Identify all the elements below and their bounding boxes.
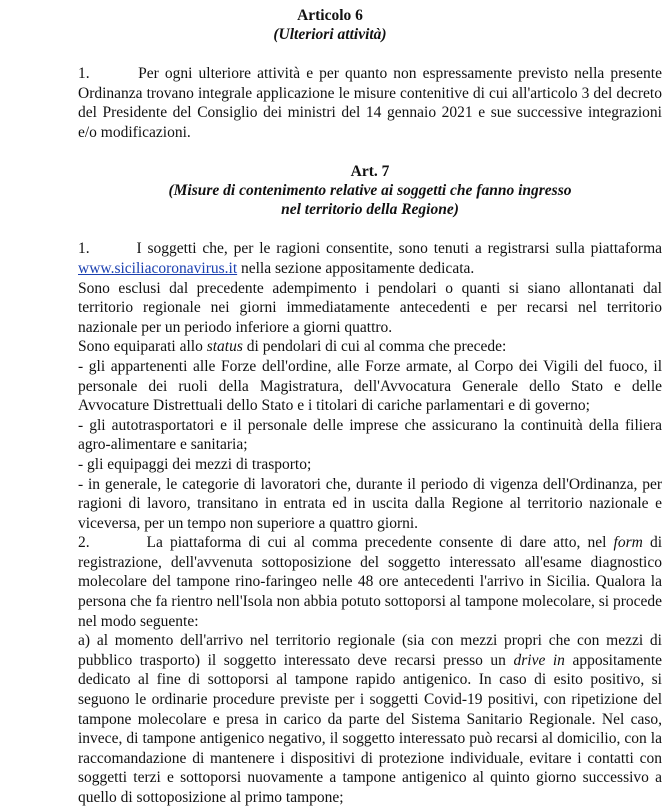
paragraph-text: a) al momento dell'arrivo nel territorio regionale (sia con mezzi propri che con mezzi di pubblico trasporto) il soggetto interessato deve recarsi presso un [78, 632, 662, 669]
article-7-heading [78, 162, 662, 219]
article-6-subtitle: (Ulteriori attività) [273, 26, 387, 43]
list-item: - gli autotrasportatori e il personale delle imprese che assicurano la continuità della filiera agro-alimentare e sanitaria; [78, 416, 662, 454]
article-7-paragraph-2 [78, 533, 662, 631]
article-6-heading [78, 6, 582, 44]
paragraph-number: 1. [78, 65, 90, 82]
article-7-subtitle-line-1: (Misure di contenimento relative ai soggetti che fanno ingresso [168, 182, 572, 200]
article-6-title: Articolo 6 [297, 7, 363, 24]
list-item: - gli appartenenti alle Forze dell'ordine, alle Forze armate, al Corpo dei Vigili del fuoco, il personale dei ruoli della Magistratura, dell'Avvocatura Generale dello Stato e delle Avvocature Distrettuali dello Stato e i titolari di cariche parlamentari e di governo; [78, 357, 662, 415]
paragraph-number: 1. [78, 240, 90, 258]
article-7-item-a [78, 631, 662, 807]
paragraph-text: Sono equiparati allo [78, 338, 207, 356]
list-item: - in generale, le categorie di lavoratori che, durante il periodo di vigenza dell'Ordinanza, per ragioni di lavoro, transitano in entrata ed in uscita dalla Regione al territorio nazionale e viceversa, per un tempo non superiore a quattro giorni. [78, 475, 662, 532]
list-item: - gli equipaggi dei mezzi di trasporto; [78, 455, 312, 473]
emphasis-text: status [206, 338, 243, 356]
paragraph-text: appositamente dedicato al fine di sottoporsi al tampone rapido antigenico. In caso di esito positivo, si seguono le ordinarie procedure previste per i soggetti Covid-19 positivi, con ripetizione del tampone molecolare e presa in carico da parte del Sistema Sanitario Regionale. Nel caso, invece, di tampone antigenico negativo, il soggetto interessato può recarsi al domicilio, con la raccomandazione di mantenere i dispositivi di protezione individuale, evitare i contatti con soggetti terzi e sottoporsi nuovamente a tampone antigenico al quinto giorno successivo a quello di sottoposizione al primo tampone; [78, 651, 662, 806]
paragraph-text: nella sezione appositamente dedicata. [237, 259, 475, 277]
paragraph-text: di pendolari di cui al comma che precede: [242, 338, 507, 356]
article-7-paragraph-exclusions: Sono esclusi dal precedente adempimento i pendolari o quanti si siano allontanati dal territorio regionale nei giorni immediatamente antecedenti e per recarsi nel territorio nazionale per un periodo inferiore a giorni quattro. [78, 279, 662, 336]
emphasis-text: drive in [513, 651, 565, 669]
paragraph-text: La piattaforma di cui al comma precedente consente di dare atto, nel [146, 534, 614, 552]
sicilia-coronavirus-link[interactable]: www.siciliacoronavirus.it [78, 259, 238, 277]
article-7-subtitle-line-2: nel territorio della Regione) [281, 201, 459, 219]
article-7-paragraph-equivalence [78, 337, 662, 357]
article-7-title: Art. 7 [350, 163, 390, 181]
emphasis-text: form [613, 534, 643, 552]
article-7-paragraph-1 [78, 239, 662, 278]
paragraph-text: I soggetti che, per le ragioni consentite, sono tenuti a registrarsi sulla piattaforma [136, 240, 662, 258]
paragraph-text: di registrazione, dell'avvenuta sottoposizione del soggetto interessato all'esame diagnostico molecolare del tampone rino-faringeo nelle 48 ore antecedenti l'arrivo in Sicilia. Qualora la persona che fa rientro nell'Isola non abbia potuto sottoporsi al tampone molecolare, si procede nel modo seguente: [78, 534, 662, 630]
paragraph-text: Per ogni ulteriore attività e per quanto non espressamente previsto nella presente Ordinanza trovano integrale applicazione le misure contenitive di cui all'articolo 3 del decreto del Presidente del Consiglio dei ministri del 14 gennaio 2021 e sue successive integrazioni e/o modificazioni. [78, 65, 662, 141]
paragraph-number: 2. [78, 534, 90, 552]
article-6-paragraph-1 [78, 64, 662, 142]
